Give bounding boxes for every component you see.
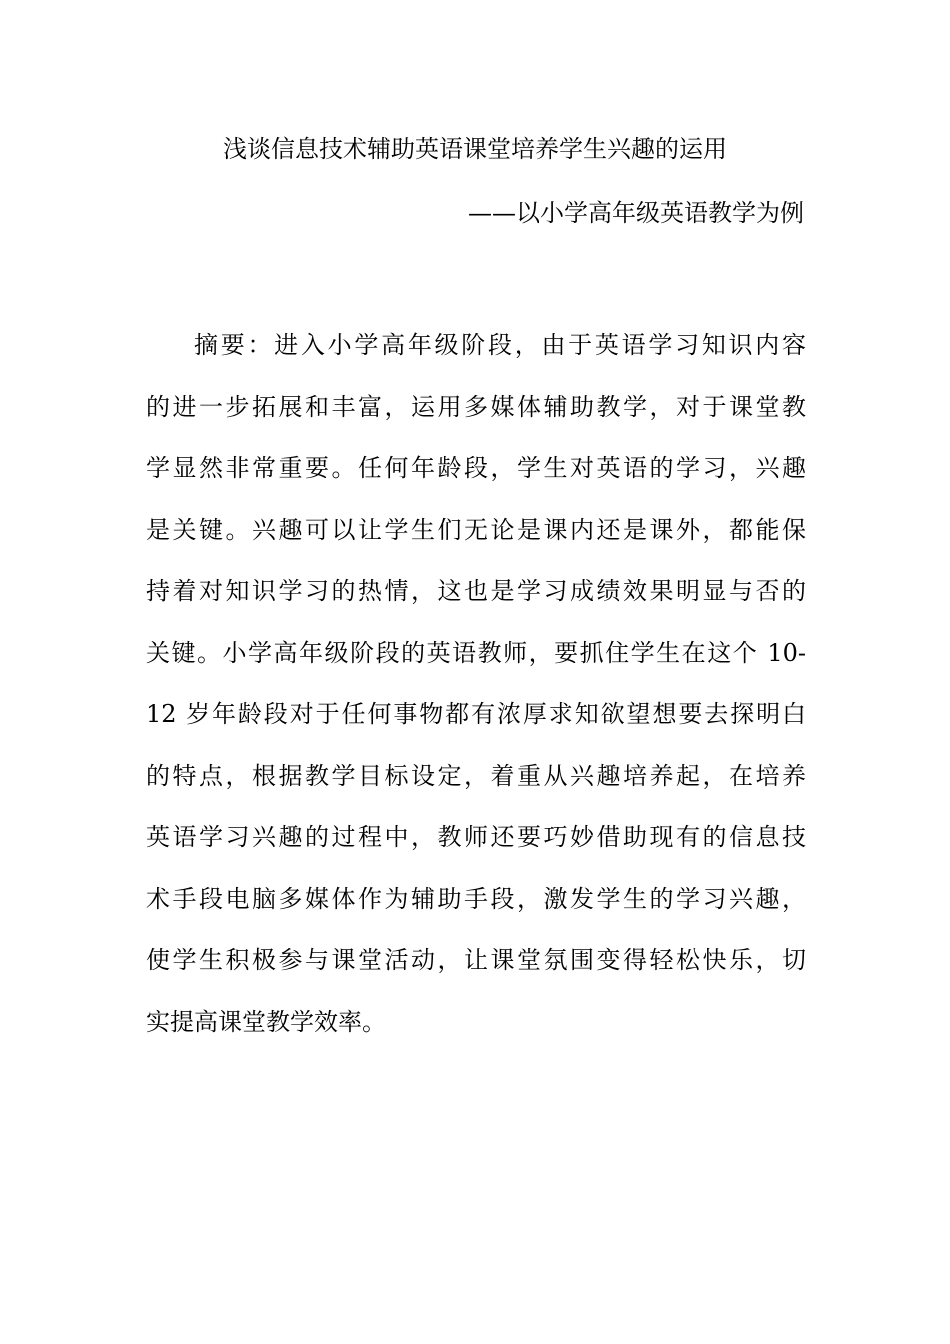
abstract-line: 的特点，根据教学目标设定，着重从兴趣培养起，在培养 — [146, 761, 806, 790]
abstract-line: 摘要：进入小学高年级阶段，由于英语学习知识内容 — [194, 331, 806, 359]
abstract-paragraph — [146, 315, 806, 1053]
abstract-line: 术手段电脑多媒体作为辅助手段，激发学生的学习兴趣， — [146, 884, 806, 913]
abstract-line: 是关键。兴趣可以让学生们无论是课内还是课外，都能保 — [146, 515, 806, 544]
abstract-line: 的进一步拓展和丰富，运用多媒体辅助教学，对于课堂教 — [146, 392, 806, 421]
abstract-line: 学显然非常重要。任何年龄段，学生对英语的学习，兴趣 — [146, 454, 806, 482]
document-subtitle: ——以小学高年级英语教学为例 — [468, 199, 804, 227]
abstract-line: 英语学习兴趣的过程中，教师还要巧妙借助现有的信息技 — [146, 823, 806, 851]
abstract-line: 关键。小学高年级阶段的英语教师，要抓住学生在这个 10- — [146, 638, 806, 667]
abstract-line: 12 岁年龄段对于任何事物都有浓厚求知欲望想要去探明白 — [146, 700, 806, 728]
document-title: 浅谈信息技术辅助英语课堂培养学生兴趣的运用 — [223, 135, 727, 163]
abstract-line: 使学生积极参与课堂活动，让课堂氛围变得轻松快乐，切 — [146, 946, 806, 974]
abstract-line: 实提高课堂教学效率。 — [146, 1007, 386, 1036]
abstract-line: 持着对知识学习的热情，这也是学习成绩效果明显与否的 — [146, 577, 806, 605]
